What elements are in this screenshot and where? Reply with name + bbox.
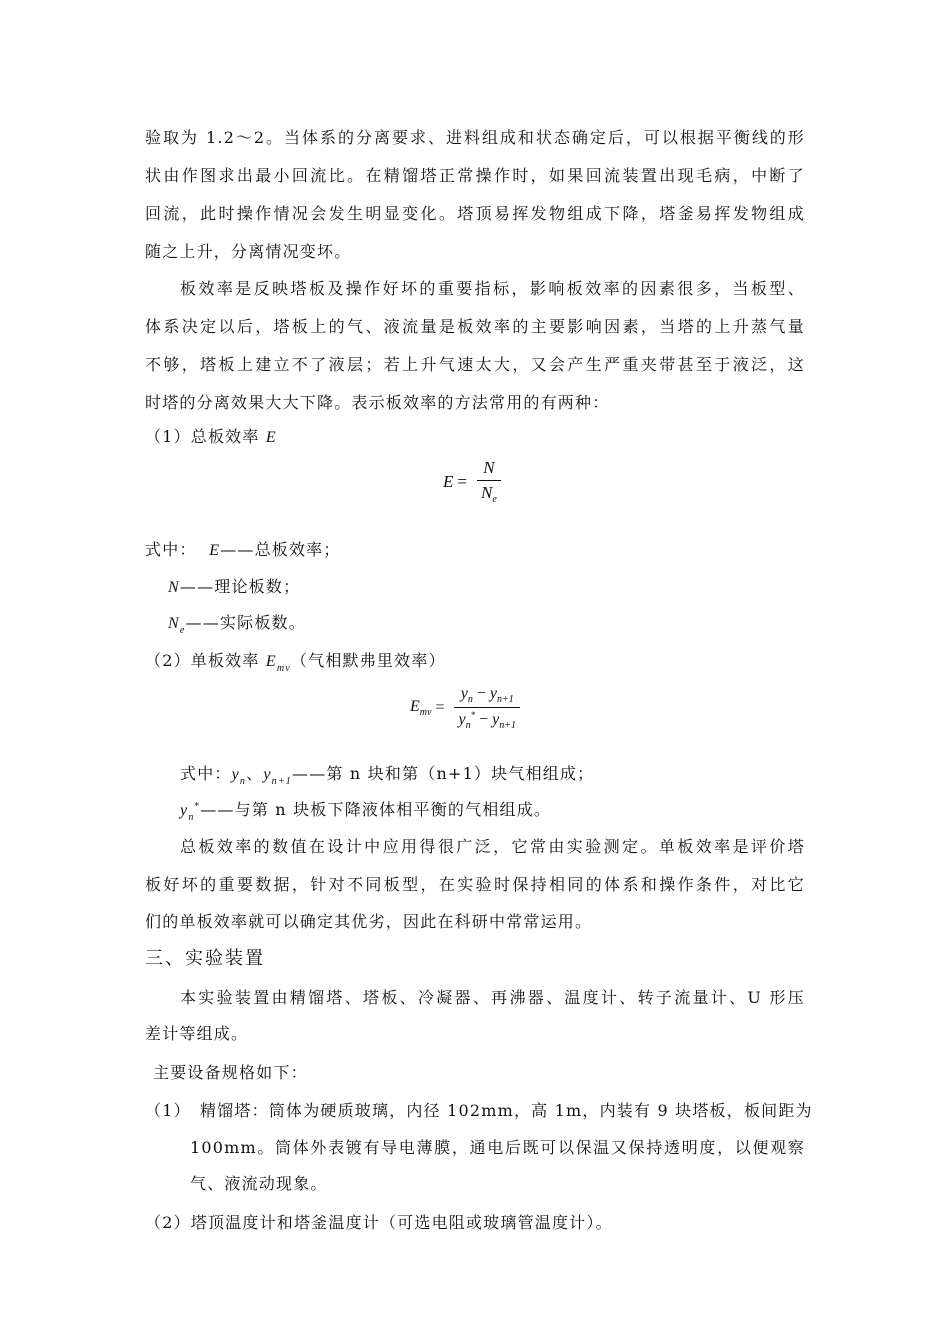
paragraph-2-line-4: 时塔的分离效果大大下降。表示板效率的方法常用的有两种： xyxy=(145,393,610,412)
item-1-heading xyxy=(145,424,277,447)
formula-1-den-main: N xyxy=(480,483,493,502)
equipment-item-1-line-3: 气、液流动现象。 xyxy=(190,1174,328,1193)
paragraph-3-line-1: 总板效率的数值在设计中应用得很广泛，它常由实验测定。单板效率是评价塔 xyxy=(180,837,805,856)
formula-1-numerator: N xyxy=(483,458,495,477)
paragraph-1-line-2: 状由作图求出最小回流比。在精馏塔正常操作时，如果回流装置出现毛病，中断了 xyxy=(145,166,805,185)
item-2-symbol: E xyxy=(265,653,277,670)
def-2-yn-sub: n xyxy=(239,776,247,787)
equipment-item-1-line-2: 100mm。筒体外表镀有导电薄膜，通电后既可以保温又保持透明度，以便观察 xyxy=(190,1138,805,1157)
def-2-yn: y xyxy=(231,766,240,783)
formula-1-equals: = xyxy=(457,471,467,491)
formula-2-lhs-main: E xyxy=(410,698,420,715)
definition-n xyxy=(168,574,300,597)
formula-1-den-sub: e xyxy=(492,494,497,505)
def-1-ne-text: ——实际板数。 xyxy=(185,613,306,632)
def-2-yn1: y xyxy=(263,766,272,783)
def-1-n-symbol: N xyxy=(168,579,180,596)
formula-2-num-b-sub: n+1 xyxy=(496,694,514,705)
paragraph-2-line-2: 体系决定以后，塔板上的气、液流量是板效率的主要影响因素，当塔的上升蒸气量 xyxy=(145,317,805,336)
item-1-label: （1）总板效率 xyxy=(145,427,266,446)
item-2-label: （2）单板效率 xyxy=(145,651,266,670)
definition-yn xyxy=(180,761,594,787)
formula-murphree-efficiency xyxy=(410,685,520,731)
def-1-prefix: 式中： xyxy=(145,540,197,559)
def-2-prefix: 式中： xyxy=(180,764,232,783)
def-1-ne-main: N xyxy=(168,615,180,632)
def-2-yn1-sub: n+1 xyxy=(271,776,292,787)
item-2-heading xyxy=(145,648,446,674)
formula-1-fraction xyxy=(477,458,501,505)
equipment-item-2: （2）塔顶温度计和塔釜温度计（可选电阻或玻璃管温度计）。 xyxy=(145,1213,613,1232)
formula-2-equals: = xyxy=(435,699,445,716)
def-2-ystar-sub: n xyxy=(188,812,195,823)
def-1-e-text: ——总板效率； xyxy=(220,540,341,559)
equipment-item-1-label: （1） xyxy=(145,1101,191,1120)
paragraph-1-line-3: 回流，此时操作情况会发生明显变化。塔顶易挥发物组成下降，塔釜易挥发物组成 xyxy=(145,204,805,223)
def-2-ystar-sup: * xyxy=(194,802,201,812)
def-2-ystar: y xyxy=(180,802,189,819)
equipment-intro: 主要设备规格如下： xyxy=(153,1063,308,1082)
formula-2-fraction xyxy=(454,685,520,731)
paragraph-4-line-1: 本实验装置由精馏塔、塔板、冷凝器、再沸器、温度计、转子流量计、U 形压 xyxy=(180,988,805,1007)
definition-e xyxy=(145,537,341,560)
formula-total-efficiency xyxy=(443,458,501,505)
formula-2-num-minus: − xyxy=(476,685,486,702)
item-2-note: （气相默弗里效率） xyxy=(290,651,446,670)
formula-2-lhs-sub: mv xyxy=(419,707,432,718)
def-2-ystar-text: ——与第 n 块板下降液体相平衡的气相组成。 xyxy=(200,800,552,819)
section-heading: 三、实验装置 xyxy=(145,948,265,969)
def-1-ne-sub: e xyxy=(179,625,186,636)
formula-2-den-a: y xyxy=(458,711,466,728)
paragraph-1-line-4: 随之上升，分离情况变坏。 xyxy=(145,242,352,261)
paragraph-4-line-2: 差计等组成。 xyxy=(145,1024,249,1043)
formula-1-denominator xyxy=(477,480,501,505)
formula-2-den-a-sup: * xyxy=(470,710,476,720)
formula-2-den-b-sub: n+1 xyxy=(499,720,516,731)
item-2-symbol-sub: mv xyxy=(276,663,291,674)
formula-2-den-minus: − xyxy=(479,711,489,728)
formula-2-den-b: y xyxy=(492,711,500,728)
paragraph-3-line-2: 板好坏的重要数据，针对不同板型，在实验时保持相同的体系和操作条件，对比它 xyxy=(145,875,805,894)
paragraph-2-line-3: 不够，塔板上建立不了液层；若上升气速太大，又会产生严重夹带甚至于液泛，这 xyxy=(145,355,805,374)
def-1-n-text: ——理论板数； xyxy=(179,577,301,596)
equipment-item-1-line-1: 精馏塔：筒体为硬质玻璃，内径 102mm，高 1m，内装有 9 块塔板，板间距为 xyxy=(200,1101,813,1120)
formula-2-denominator xyxy=(454,707,520,731)
definition-ne xyxy=(168,610,306,636)
formula-1-lhs: E xyxy=(443,471,454,491)
def-1-e-symbol: E xyxy=(209,542,221,559)
formula-2-lhs xyxy=(410,698,431,718)
formula-2-den-a-sub: n xyxy=(465,720,471,731)
item-1-symbol: E xyxy=(265,429,277,446)
formula-2-num-a: y xyxy=(460,685,468,702)
paragraph-1-line-1: 验取为 1.2～2。当体系的分离要求、进料组成和状态确定后，可以根据平衡线的形 xyxy=(145,128,805,147)
formula-2-num-b: y xyxy=(489,685,497,702)
paragraph-2-line-1: 板效率是反映塔板及操作好坏的重要指标，影响板效率的因素很多，当板型、 xyxy=(180,279,805,298)
formula-2-numerator xyxy=(457,685,518,707)
def-2-sep: 、 xyxy=(246,764,264,783)
formula-2-num-a-sub: n xyxy=(467,694,473,705)
def-2-text: ——第 n 块和第（n+1）块气相组成； xyxy=(292,764,595,783)
paragraph-3-line-3: 们的单板效率就可以确定其优劣，因此在科研中常常运用。 xyxy=(145,912,593,931)
definition-ystar xyxy=(180,797,551,823)
